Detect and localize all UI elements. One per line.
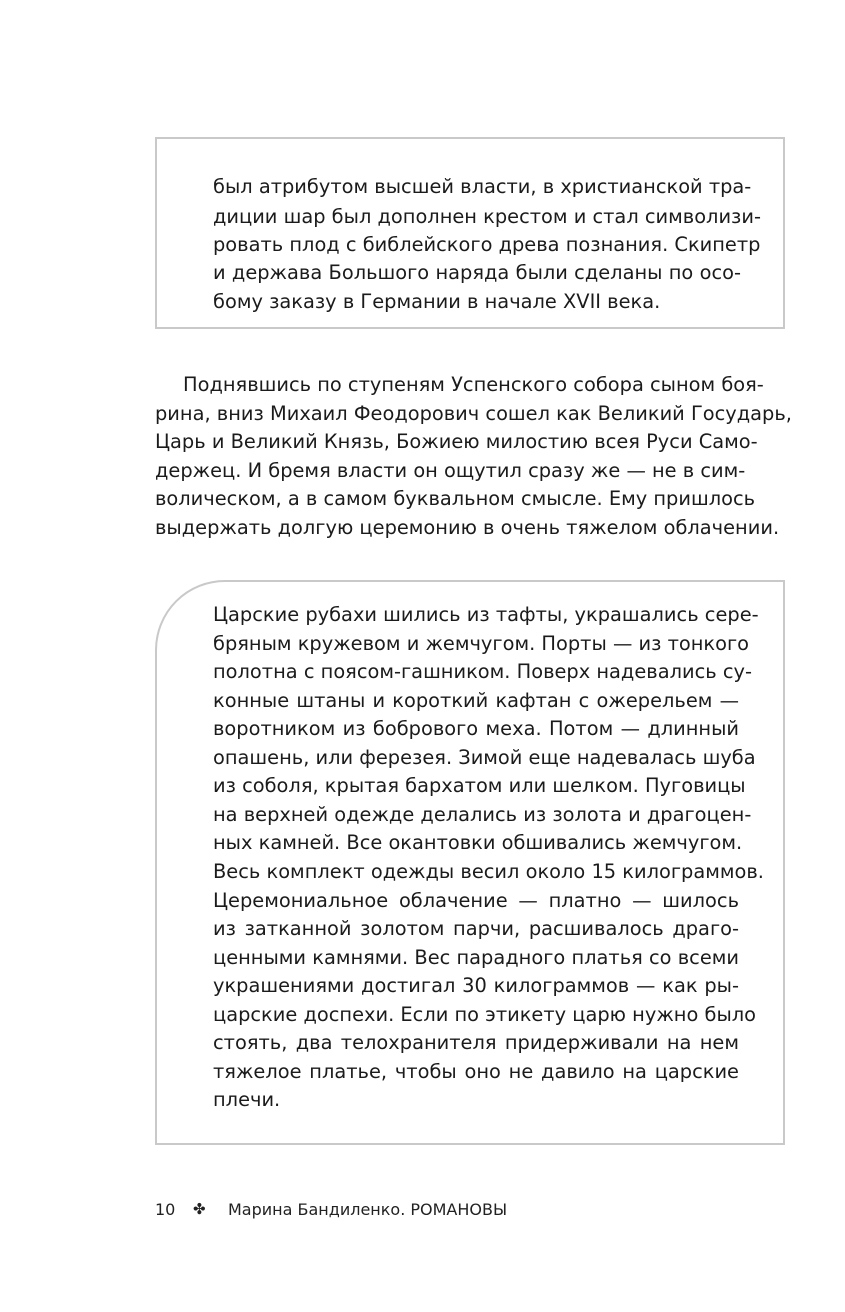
- body-line: держец. И бремя власти он ощутил сразу же — не в сим-: [155, 459, 746, 482]
- body-line: выдержать долгую церемонию в очень тяжелом облачении.: [155, 516, 780, 539]
- box2-line: опашень, или ферезея. Зимой еще надевалась шуба: [213, 746, 756, 769]
- body-line: рина, вниз Михаил Феодорович сошел как Великий Государь,: [155, 402, 792, 425]
- box2-line: Церемониальное облачение — платно — шилось: [213, 889, 739, 912]
- box1-line: был атрибутом высшей власти, в христианской тра-: [213, 175, 752, 198]
- box2-line: Весь комплект одежды весил около 15 килограммов.: [213, 860, 764, 883]
- box2-line: украшениями достигал 30 килограммов — как ры-: [213, 974, 739, 997]
- box2-line: на верхней одежде делались из золота и драгоцен-: [213, 803, 752, 826]
- box2-line: Царские рубахи шились из тафты, украшались сере-: [213, 603, 759, 626]
- box2-line: из затканной золотом парчи, расшивалось драго-: [213, 917, 739, 940]
- box2-line: ных камней. Все окантовки обшивались жемчугом.: [213, 831, 743, 854]
- box2-line: конные штаны и короткий кафтан с ожерельем —: [213, 689, 739, 712]
- body-line: Царь и Великий Князь, Божиею милостию всея Руси Само-: [155, 430, 758, 453]
- box1-line: диции шар был дополнен крестом и стал символизи-: [213, 205, 761, 228]
- box2-line: плечи.: [213, 1088, 281, 1111]
- box2-line: из соболя, крытая бархатом или шелком. Пуговицы: [213, 774, 746, 797]
- box1-line: бому заказу в Германии в начале XVII века.: [213, 290, 661, 313]
- running-title: Марина Бандиленко. РОМАНОВЫ: [228, 1200, 508, 1219]
- body-line: волическом, а в самом буквальном смысле. Ему пришлось: [155, 487, 756, 510]
- box2-line: воротником из бобрового меха. Потом — длинный: [213, 717, 739, 740]
- body-line: Поднявшись по ступеням Успенского собора сыном боя-: [183, 373, 764, 396]
- box1-line: и держава Большого наряда были сделаны по осо-: [213, 261, 741, 284]
- box2-line: стоять, два телохранителя придерживали на нем: [213, 1031, 739, 1054]
- box2-line: ценными камнями. Вес парадного платья со всеми: [213, 946, 739, 969]
- ornament-icon: ✤: [193, 1200, 206, 1218]
- box2-line: бряным кружевом и жемчугом. Порты — из тонкого: [213, 632, 750, 655]
- box2-line: полотна с поясом-гашником. Поверх надевались су-: [213, 660, 752, 683]
- box2-line: царские доспехи. Если по этикету царю нужно было: [213, 1003, 757, 1026]
- box2-line: тяжелое платье, чтобы оно не давило на царские: [213, 1060, 739, 1083]
- box1-line: ровать плод с библейского древа познания. Скипетр: [213, 233, 761, 256]
- page-number: 10: [155, 1200, 176, 1219]
